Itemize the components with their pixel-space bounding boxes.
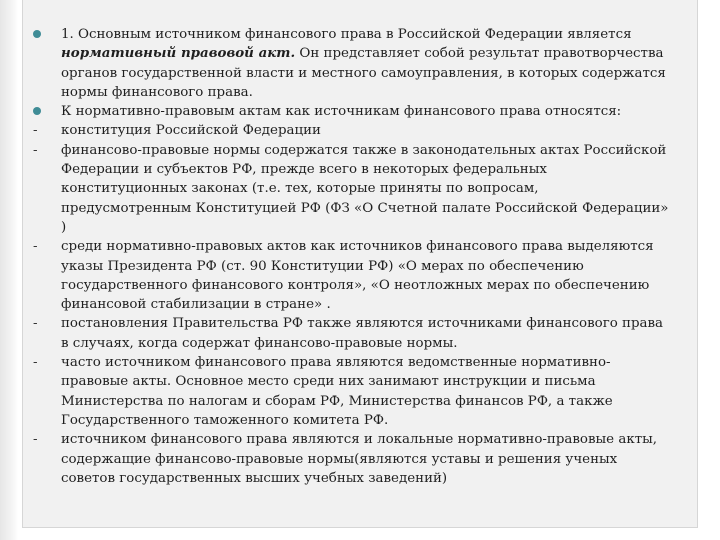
item-text: часто источником финансового права являются ведомственные нормативно-правовые акты. Основное место среди них занимают инструкции и письма Министерства по налогам и сборам РФ, Министерства финансов РФ, а также Государственного таможенного комитета РФ. [61, 355, 613, 428]
item-text: постановления Правительства РФ также являются источниками финансового права в случаях, когда содержат финансово-правовые нормы. [61, 316, 664, 351]
item-text: источником финансового права являются и локальные нормативно-правовые акты, содержащие финансово-правовые нормы(являются уставы и решения ученых советов государственных высших учебных заведений) [61, 432, 658, 486]
item-text-prefix: 1. Основным источником финансового права в Российской Федерации является [61, 27, 632, 42]
bullet-dot-icon [33, 107, 41, 115]
item-text: К нормативно-правовым актам как источникам финансового права относятся: [61, 104, 622, 120]
list-item [33, 314, 673, 353]
bullet-dash-icon: - [33, 355, 38, 371]
slide-left-border [0, 0, 18, 540]
bullet-dash-icon: - [33, 123, 38, 139]
item-text: конституция Российской Федерации [61, 123, 321, 139]
item-text: финансово-правовые нормы содержатся также в законодательных актах Российской Федерации и субъектов РФ, прежде всего в некоторых федеральных конституционных законах (т.е. тех, которые приняты по вопросам, предусмотренным Конституцией РФ (ФЗ «О Счетной палате Российской Федерации» ) [61, 142, 669, 235]
item-text: среди нормативно-правовых актов как источников финансового права выделяются указы Президента РФ (ст. 90 Конституции РФ) «О мерах по обеспечению государственного финансового контроля», «О неотложных мерах по обеспечению финансовой стабилизации в стране» . [61, 239, 654, 313]
list-item [33, 121, 673, 140]
list-item [33, 430, 673, 488]
list-item [33, 102, 673, 121]
item-text-suffix: Он представляет собой результат правотворчества органов государственной власти и местного самоуправления, в которых содержатся нормы финансового права. [61, 46, 666, 100]
item-emphasis: нормативный правовой акт. [61, 45, 296, 62]
bullet-dash-icon: - [33, 432, 38, 448]
list-item [33, 237, 673, 314]
list-item [33, 141, 673, 237]
content-list [33, 25, 673, 488]
bullet-dash-icon: - [33, 239, 38, 255]
bullet-dot-icon [33, 30, 41, 38]
list-item [33, 353, 673, 430]
bullet-dash-icon: - [33, 142, 38, 158]
list-item [33, 25, 673, 102]
bullet-dash-icon: - [33, 316, 38, 332]
